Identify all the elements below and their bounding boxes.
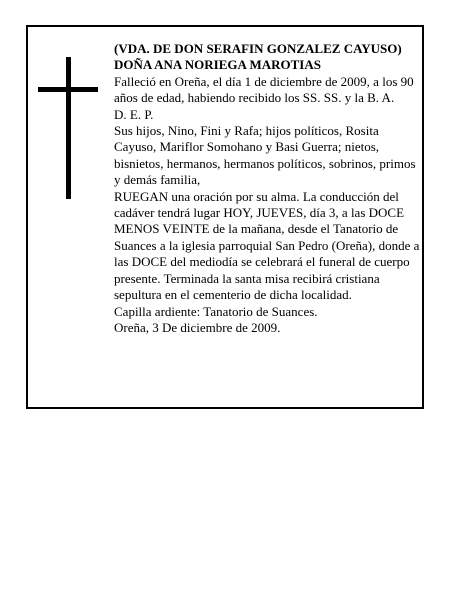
chapel-line: Capilla ardiente: Tanatorio de Suances.: [114, 303, 318, 319]
cross-vertical-bar: [66, 57, 71, 199]
rip-line: D. E. P.: [114, 106, 154, 122]
notice-heading-name: DOÑA ANA NORIEGA MAROTIAS: [114, 57, 321, 73]
family-list: Sus hijos, Nino, Fini y Rafa; hijos políticos, Rosita Cayuso, Mariflor Somohano y Basi Guerra; nietos, bisnietos, hermanos, hermanos políticos, sobrinos, primos y demás familia,: [114, 123, 416, 188]
notice-heading-widow: (VDA. DE DON SERAFIN GONZALEZ CAYUSO): [114, 41, 402, 56]
cross-horizontal-bar: [38, 87, 98, 92]
funeral-request: RUEGAN una oración por su alma. La conducción del cadáver tendrá lugar HOY, JUEVES, día 3, a las DOCE MENOS VEINTE de la mañana, desde el Tanatorio de Suances a la iglesia parroquial San Pedro (Oreña), donde a las DOCE del mediodía se celebrará el funeral de cuerpo presente. Terminada la santa misa recibirá cristiana sepultura en el cementerio de dicha localidad.: [114, 188, 420, 303]
obituary-notice: [26, 25, 424, 409]
cross-icon: [38, 57, 98, 199]
death-info: Falleció en Oreña, el día 1 de diciembre de 2009, a los 90 años de edad, habiendo recibido los SS. SS. y la B. A.: [114, 73, 414, 106]
date-line: Oreña, 3 De diciembre de 2009.: [114, 319, 281, 335]
notice-text: [114, 41, 420, 336]
